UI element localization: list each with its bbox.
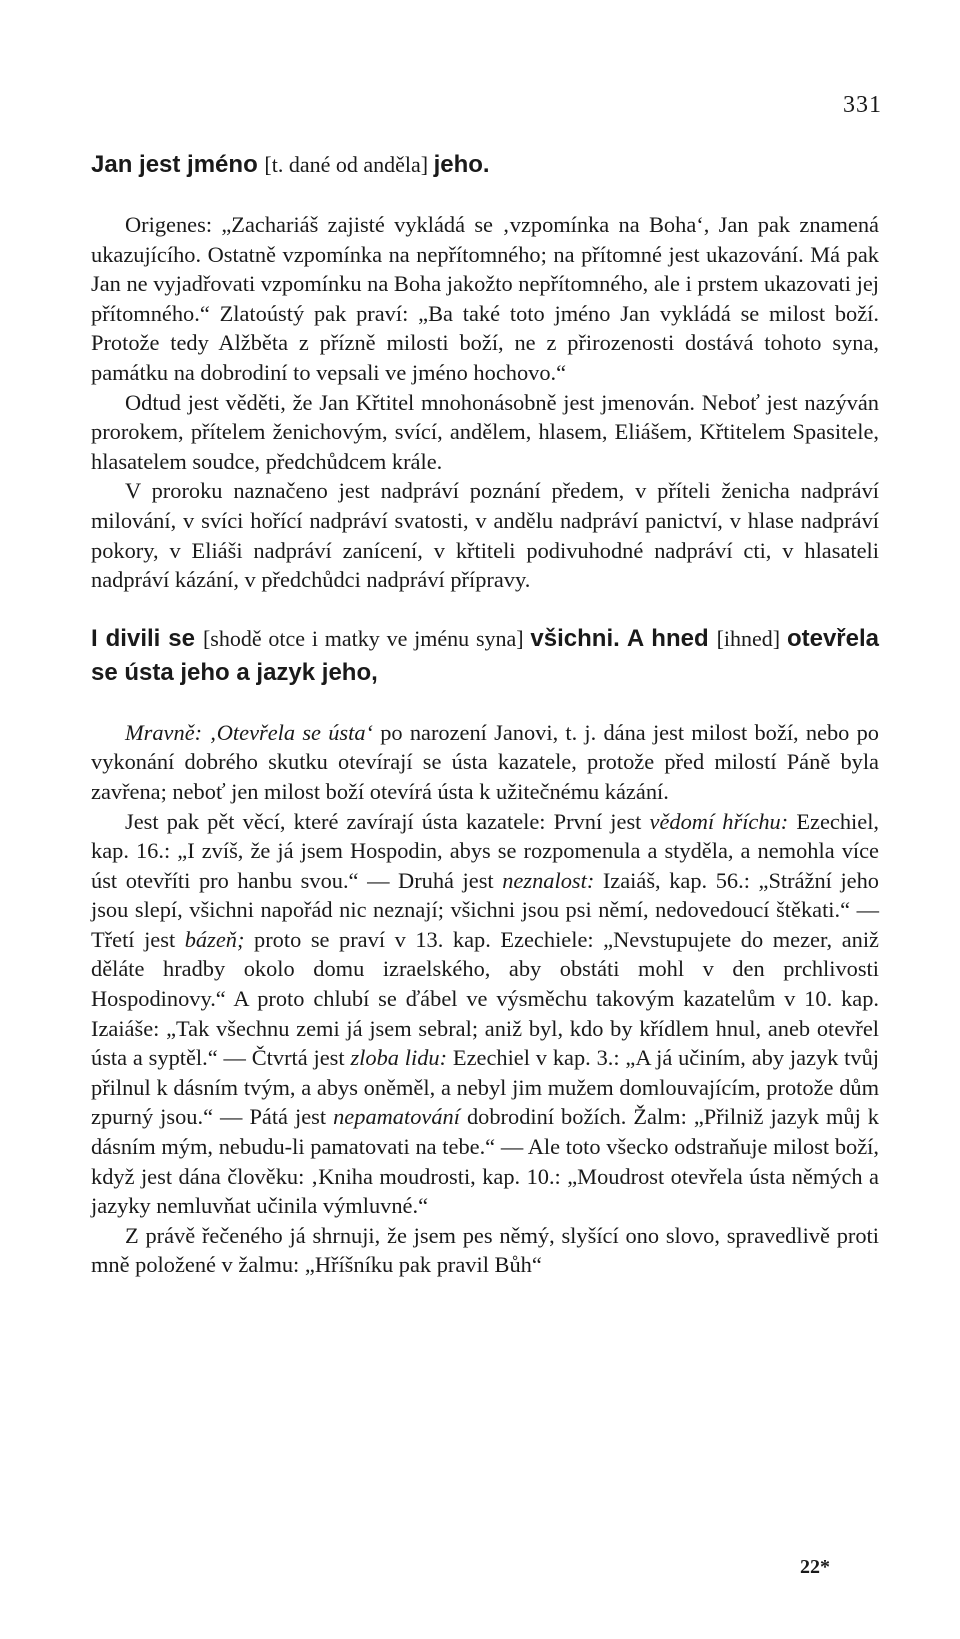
commentary-block-1 xyxy=(91,210,879,595)
paragraph-jan-names: Odtud jest věděti, že Jan Křtitel mnohonásobně jest jmenován. Neboť jest nazýván prorokem, přítelem ženichovým, svící, andělem, hlasem, Eliášem, Křtitelem Spasitele, hlasatelem soudce, předchůdcem krále. xyxy=(91,389,879,474)
lemma-bold: všichni. A hned xyxy=(530,624,717,652)
paragraph-five-things xyxy=(91,807,879,1221)
text-column xyxy=(91,148,879,1307)
paragraph-prophet: V proroku naznačeno jest nadpráví poznání předem, v příteli ženicha nadpráví milování, v svíci hořící nadpráví svatosti, v andělu nadpráví panictví, v hlase nadpráví pokory, v Eliáši nadpráví zanícení, v křtiteli podivuhodné nadpráví cti, v hlasateli nadpráví kázání, v předchůdci nadpráví přípravy. xyxy=(91,478,879,593)
lemma-gloss: [shodě otce i matky ve jménu syna] xyxy=(202,625,531,651)
italic-text: nepamatování xyxy=(333,1104,460,1130)
paragraph-text: dobrodiní božích. Žalm: „Přilniž jazyk můj k dásním mým, nebudu-li pamatovati na tebe.“ — Ale toto všecko odstraňuje milost boží, když jest dána člověku: ‚Kniha moudrosti, kap. 10.: „Moudrost otevřela ústa němých a jazyky nemluvňat učinila výmluvné.“ xyxy=(91,1104,879,1219)
page-number: 331 xyxy=(843,92,882,118)
commentary-block-2 xyxy=(91,718,879,1280)
italic-text: Mravně: ‚Otevřela se ústa‘ xyxy=(125,719,373,745)
lemma-heading-1 xyxy=(91,148,879,182)
paragraph-conclusion: Z právě řečeného já shrnuji, že jsem pes němý, slyšící ono slovo, spravedlivě proti mně položené v žalmu: „Hříšníku pak pravil Bůh“ xyxy=(91,1222,879,1278)
paragraph-origenes: Origenes: „Zachariáš zajisté vykládá se ‚vzpomínka na Boha‘, Jan pak znamená ukazujícího. Ostatně vzpomínka na nepřítomného; na přítomné jest ukazování. Má pak Jan ne vyjadřovati vzpomínku na Boha jakožto nepřítomného, ale i prstem ukazovati jej přítomného.“ Zlatoústý pak praví: „Ba také toto jméno Jan vykládá se milost boží. Protože tedy Alžběta z přízně milosti boží, ne z přirozenosti dostává tohoto syna, památku na dobrodiní to vepsali ve jméno hochovo.“ xyxy=(91,212,879,385)
lemma-heading-2 xyxy=(91,622,879,690)
paragraph-text: po narození Janovi, t. j. dána jest milost boží, nebo po vykonání dobrého skutku otevírají se ústa kazatele, protože před milostí Páně byla zavřena; neboť jen milost boží otevírá ústa k užitečnému kázání. xyxy=(91,719,879,804)
paragraph-text: Izaiáš, kap. 56.: „Strážní jeho jsou slepí, všichni napořád nic neznají; všichni jsou psi němí, nedovedoucí štěkati.“ — Třetí jest xyxy=(91,867,879,952)
paragraph-text: proto se praví v 13. kap. Ezechiele: „Nevstupujete do mezer, aniž děláte hradby okolo domu izraelského, aby obstáti mohl v den prchlivosti Hospodinovy.“ A proto chlubí se ďábel ve výsměchu takovým kazatelům v 10. kap. Izaiáše: „Tak všechnu zemi já jsem sebral; aniž byl, kdo by křídlem hnul, aneb otevřel ústa a syptěl.“ — Čtvrtá jest xyxy=(91,926,879,1071)
paragraph-text: Ezechiel, kap. 16.: „I zvíš, že já jsem Hospodin, abys se rozpomenula a styděla, a nemohla více úst otevříti pro hanbu svou.“ — Druhá jest xyxy=(91,808,880,893)
lemma-gloss: [t. dané od anděla] xyxy=(264,152,434,177)
paragraph-text: Jest pak pět věcí, které zavírají ústa kazatele: První jest xyxy=(125,808,650,834)
lemma-bold: Jan jest jméno xyxy=(91,151,265,178)
lemma-bold: otevřela se ústa jeho a jazyk jeho, xyxy=(91,624,879,686)
italic-text: bázeň; xyxy=(184,926,245,952)
paragraph-text: Ezechiel v kap. 3.: „A já učiním, aby jazyk tvůj přilnul k dásním tvým, a abys oněměl, a nebyl jim mužem domlouvajícím, protože dům zpurný jsou.“ — Pátá jest xyxy=(91,1045,879,1130)
paragraph-mravne xyxy=(91,718,879,807)
lemma-gloss: [ihned] xyxy=(716,625,787,651)
italic-text: neznalost: xyxy=(502,867,595,893)
signature-mark: 22* xyxy=(800,1556,830,1578)
italic-text: zloba lidu: xyxy=(350,1045,448,1071)
lemma-bold: jeho. xyxy=(433,151,490,178)
lemma-bold: I divili se xyxy=(91,624,203,652)
italic-text: vědomí hříchu: xyxy=(649,808,789,834)
